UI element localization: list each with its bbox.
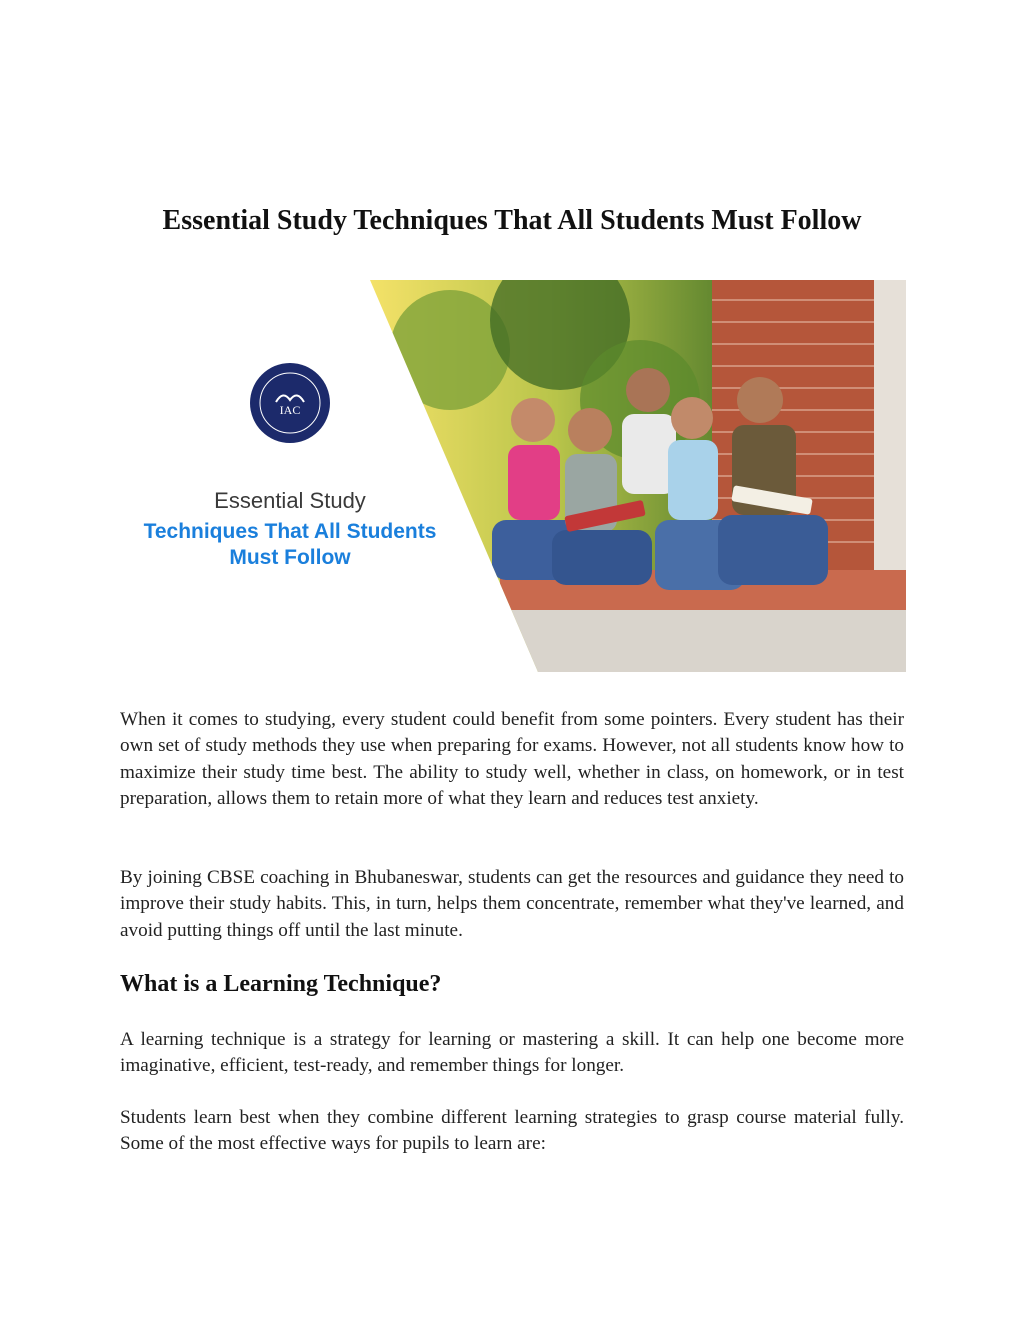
intro-paragraph: When it comes to studying, every student could benefit from some pointers. Every student has their own set of study methods they use when preparing for exams. However, not all students know how to maximize their study time best. The ability to study well, whether in class, on homework, or in test preparation, allows them to retain more of what they learn and reduces test anxiety. — [120, 709, 904, 809]
strategies-paragraph: Students learn best when they combine different learning strategies to grasp course material fully. Some of the most effective ways for pupils to learn are: — [120, 1107, 904, 1155]
coaching-paragraph: By joining CBSE coaching in Bhubaneswar, students can get the resources and guidance they need to improve their study habits. This, in turn, helps them concentrate, remember what they've learned, and avoid putting things off until the last minute. — [120, 867, 904, 941]
banner-heading-line1: Essential Study — [214, 488, 366, 513]
hero-photo — [120, 280, 906, 672]
institute-logo — [249, 362, 331, 444]
section-heading: What is a Learning Technique? — [120, 971, 442, 997]
document-title: Essential Study Techniques That All Students Must Follow — [162, 205, 862, 236]
banner-heading-line2: Techniques That All Students — [143, 520, 437, 543]
logo-text: IAC — [279, 403, 301, 417]
definition-paragraph: A learning technique is a strategy for learning or mastering a skill. It can help one become more imaginative, efficient, test-ready, and remember things for longer. — [120, 1029, 904, 1077]
banner-heading-line3: Must Follow — [229, 546, 351, 569]
hero-banner — [120, 280, 906, 672]
